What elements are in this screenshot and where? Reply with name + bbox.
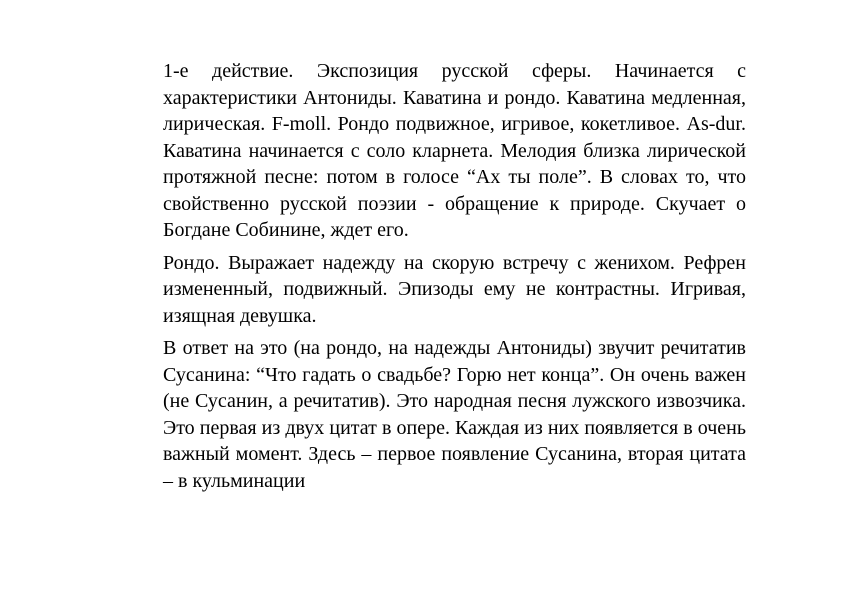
paragraph-1: 1-е действие. Экспозиция русской сферы. Начинается с характеристики Антониды. Каватина и рондо. Каватина медленная, лирическая. F-moll. Рондо подвижное, игривое, кокетливое. As-dur. Каватина начинается с солo кларнета. Мелодия близка лирической протяжной песне: потом в голосе “Ах ты поле”. В словах то, что свойственно русской поэзии - обращение к природе. Скучает о Богдане Собинине, ждет его.	[163, 60, 746, 241]
paragraph-2: Рондо. Выражает надежду на скорую встречу с женихом. Рефрен измененный, подвижный. Эпизоды ему не контрастны. Игривая, изящная девушка.	[163, 251, 746, 327]
document-text	[163, 58, 746, 500]
paragraph-3: В ответ на это (на рондо, на надежды Антониды) звучит речитатив Сусанина: “Что гадать о свадьбе? Горю нет конца”. Он очень важен (не Сусанин, а речитатив). Это народная песня лужского извозчика. Это первая из двух цитат в опере. Каждая из них появляется в очень важный момент. Здесь – первое появление Сусанина, вторая цитата – в кульминации	[163, 337, 746, 492]
